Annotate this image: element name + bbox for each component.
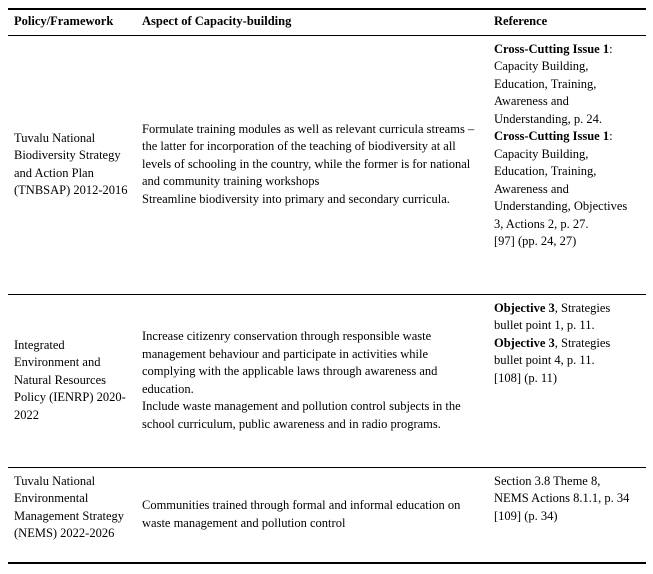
- reference-item: [494, 128, 638, 233]
- reference-item: [494, 335, 638, 370]
- reference-item: [494, 41, 638, 129]
- policy-cell: [8, 295, 136, 467]
- reference-text: , Strategies bullet point 4, p. 11.: [494, 335, 611, 367]
- header-cell-aspect: Aspect of Capacity-building: [142, 14, 292, 28]
- aspect-paragraph: Increase citizenry conservation through responsible waste management behaviour and participate in activities while complying with the applicable laws through awareness and education.: [142, 329, 438, 396]
- aspect-paragraph: Include waste management and pollution control subjects in the school curriculum, public awareness and in radio programs.: [142, 399, 461, 431]
- aspect-cell: [136, 468, 488, 562]
- reference-text: : Capacity Building, Education, Training, Awareness and Understanding, p. 24.: [494, 41, 613, 126]
- policy-name: Tuvalu National Environmental Management Strategy (NEMS) 2022-2026: [14, 473, 125, 540]
- reference-bold-label: Cross-Cutting Issue 1: [494, 129, 610, 143]
- header-cell-policy: Policy/Framework: [14, 14, 114, 28]
- table-row-ienrp: [8, 295, 646, 468]
- policy-cell: [8, 36, 136, 294]
- table-row-tnbsap: [8, 36, 646, 295]
- reference-cell: [488, 295, 646, 467]
- reference-cell: [488, 36, 646, 294]
- reference-cell: [488, 468, 646, 562]
- aspect-cell: [136, 295, 488, 467]
- reference-text: , Strategies bullet point 1, p. 11.: [494, 300, 611, 332]
- reference-item: Section 3.8 Theme 8, NEMS Actions 8.1.1, p. 34: [494, 473, 630, 505]
- policy-cell: [8, 468, 136, 562]
- aspect-paragraph: Communities trained through formal and informal education on waste management and pollution control: [142, 498, 461, 530]
- aspect-paragraph: Streamline biodiversity into primary and secondary curricula.: [142, 191, 450, 206]
- header-cell-reference: Reference: [494, 14, 548, 28]
- reference-citation: [97] (pp. 24, 27): [494, 234, 577, 248]
- reference-bold-label: Cross-Cutting Issue 1: [494, 41, 610, 56]
- table-row-nems: [8, 468, 646, 562]
- reference-bold-label: Objective 3: [494, 335, 555, 350]
- reference-bold-label: Objective 3: [494, 300, 555, 315]
- reference-citation: [108] (p. 11): [494, 370, 558, 385]
- capacity-building-table: [8, 8, 646, 564]
- reference-item: [494, 300, 638, 335]
- table-header-row: [8, 10, 646, 36]
- reference-citation: [109] (p. 34): [494, 508, 558, 523]
- aspect-cell: [136, 36, 488, 294]
- policy-name: Tuvalu National Biodiversity Strategy and Action Plan (TNBSAP) 2012-2016: [14, 130, 128, 197]
- reference-text: : Capacity Building, Education, Training, Awareness and Understanding, Objectives 3, Actions 2, p. 27.: [494, 129, 628, 231]
- policy-name: Integrated Environment and Natural Resources Policy (IENRP) 2020-2022: [14, 337, 126, 422]
- aspect-paragraph: Formulate training modules as well as relevant curricula streams – the latter for incorporation of the teaching of biodiversity at all levels of schooling in the country, while the former is for national and community training workshops: [142, 121, 475, 189]
